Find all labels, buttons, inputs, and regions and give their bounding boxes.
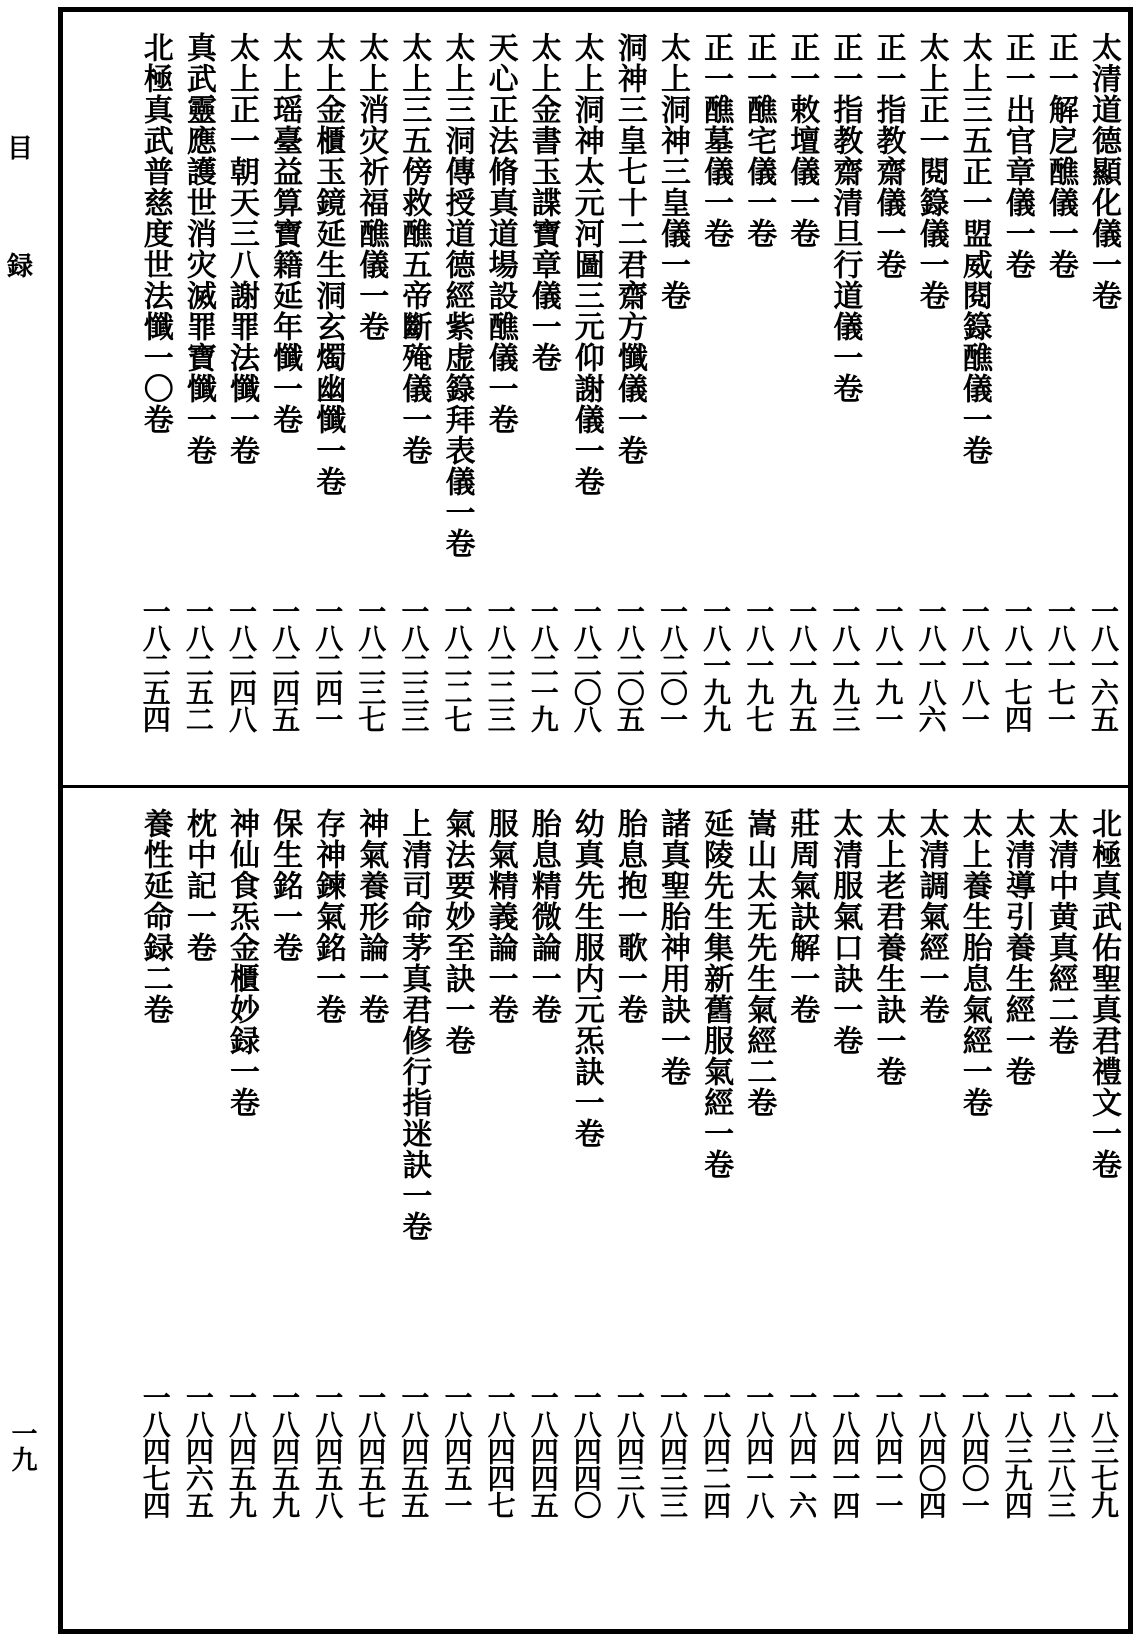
- catalog-entry: [350, 788, 390, 1629]
- entry-page-number: 一八二〇一: [656, 597, 689, 732]
- entry-page-number: 一八一九五: [785, 597, 819, 732]
- entry-page-number: 一八二四五: [268, 597, 302, 732]
- entry-page-number: 一八四三三: [656, 1383, 689, 1518]
- entry-title: 太上正一閱籙儀一卷: [913, 32, 949, 311]
- entry-title: 太清導引養生經一卷: [999, 808, 1035, 1087]
- entry-page-number: 一八二四八: [225, 597, 258, 732]
- entry-title: 正一醮宅儀一卷: [741, 32, 777, 249]
- entry-page-number: 一八四五七: [354, 1383, 388, 1518]
- catalog-entry: [1040, 12, 1080, 785]
- entry-title: 上清司命茅真君修行指迷訣一卷: [396, 808, 432, 1242]
- entry-page-number: 一八三八三: [1043, 1383, 1077, 1518]
- catalog-entry: [911, 788, 951, 1629]
- entry-page-number: 一八四一四: [828, 1383, 862, 1518]
- margin-page-number: 一九: [7, 1420, 37, 1472]
- entry-title: 太上金書玉諜寶章儀一卷: [525, 32, 561, 373]
- entry-page-number: 一八四四五: [526, 1383, 560, 1518]
- entry-page-number: 一八二〇五: [612, 597, 646, 732]
- entry-title: 天心正法脩真道場設醮儀一卷: [482, 32, 518, 435]
- entry-page-number: 一八二〇八: [569, 597, 603, 732]
- entry-title: 正一醮墓儀一卷: [698, 32, 734, 249]
- entry-page-number: 一八四七四: [138, 1383, 172, 1518]
- entry-title: 存神鍊氣銘一卷: [310, 808, 346, 1025]
- entry-page-number: 一八四五一: [440, 1383, 474, 1518]
- entry-page-number: 一八一九七: [742, 597, 776, 732]
- entry-title: 正一指教齋清旦行道儀一卷: [827, 32, 863, 404]
- entry-page-number: 一八一六五: [1087, 597, 1120, 732]
- entry-title: 太清道德顯化儀一卷: [1086, 32, 1121, 311]
- entry-title: 正一出官章儀一卷: [999, 32, 1035, 280]
- entry-title: 莊周氣訣解一卷: [784, 808, 820, 1025]
- entry-title: 神仙食炁金櫃妙録一卷: [224, 808, 259, 1118]
- entry-title: 太上老君養生訣一卷: [870, 808, 906, 1087]
- catalog-entry: [135, 788, 175, 1629]
- entry-title: 北極真武佑聖真君禮文一卷: [1086, 808, 1121, 1180]
- entry-page-number: 一八一九三: [828, 597, 862, 732]
- entry-title: 太清中黄真經二卷: [1042, 808, 1078, 1056]
- entry-page-number: 一八四六五: [181, 1383, 215, 1518]
- catalog-entry: [781, 12, 821, 785]
- catalog-entry: [480, 788, 520, 1629]
- entry-page-number: 一八四一六: [785, 1383, 819, 1518]
- catalog-entry: [437, 12, 477, 785]
- catalog-entry: [221, 12, 261, 785]
- entry-page-number: 一八二五二: [181, 597, 215, 732]
- entry-page-number: 一八四〇四: [914, 1383, 948, 1518]
- entry-title: 太上瑶臺益算寶籍延年懺一卷: [267, 32, 303, 435]
- catalog-entry: [652, 788, 692, 1629]
- entry-title: 養性延命録二卷: [137, 808, 173, 1025]
- entry-title: 正一指教齋儀一卷: [870, 32, 906, 280]
- catalog-entry: [1083, 12, 1123, 785]
- catalog-entry: [307, 788, 347, 1629]
- entry-page-number: 一八一八一: [957, 597, 991, 732]
- catalog-entry: [695, 788, 735, 1629]
- entry-page-number: 一八二四一: [311, 597, 345, 732]
- entry-page-number: 一八一九一: [871, 597, 905, 732]
- entry-page-number: 一八四五九: [225, 1383, 258, 1518]
- entry-page-number: 一八四一一: [871, 1383, 905, 1518]
- entry-page-number: 一八二三七: [354, 597, 388, 732]
- entry-title: 太上三五正一盟威閱籙醮儀一卷: [956, 32, 992, 466]
- bottom-panel: [63, 788, 1128, 1629]
- catalog-entry: [824, 788, 864, 1629]
- catalog-entry: [221, 788, 261, 1629]
- entry-title: 太上消灾祈福醮儀一卷: [353, 32, 389, 342]
- entry-page-number: 一八一七四: [1000, 597, 1034, 732]
- catalog-entry: [997, 12, 1037, 785]
- entry-title: 太上正一朝天三八謝罪法懺一卷: [224, 32, 259, 466]
- entry-title: 正一敕壇儀一卷: [784, 32, 820, 249]
- catalog-entry: [868, 788, 908, 1629]
- catalog-entry: [738, 12, 778, 785]
- entry-page-number: 一八一九九: [699, 597, 733, 732]
- catalog-entry: [135, 12, 175, 785]
- entry-page-number: 一八四三八: [612, 1383, 646, 1518]
- entry-title: 諸真聖胎神用訣一卷: [655, 808, 690, 1087]
- entry-page-number: 一八四四〇: [569, 1383, 603, 1518]
- entry-title: 枕中記一卷: [180, 808, 216, 963]
- entry-page-number: 一八四四七: [483, 1383, 517, 1518]
- catalog-entry: [264, 788, 304, 1629]
- catalog-entry: [393, 12, 433, 785]
- entry-title: 胎息抱一歌一卷: [611, 808, 647, 1025]
- entry-page-number: 一八四五五: [397, 1383, 431, 1518]
- catalog-entry: [1083, 788, 1123, 1629]
- entry-title: 太上金櫃玉鏡延生洞玄燭幽懺一卷: [310, 32, 346, 497]
- entry-title: 太清服氣口訣一卷: [827, 808, 863, 1056]
- catalog-entry: [264, 12, 304, 785]
- entry-title: 太上洞神太元河圖三元仰謝儀一卷: [568, 32, 604, 497]
- catalog-entry: [178, 12, 218, 785]
- entry-title: 幼真先生服内元炁訣一卷: [568, 808, 604, 1149]
- entry-page-number: 一八三九四: [1000, 1383, 1034, 1518]
- entry-title: 嵩山太无先生氣經二卷: [741, 808, 777, 1118]
- entry-title: 正一解戹醮儀一卷: [1042, 32, 1078, 280]
- margin-section-label-2: 録: [6, 252, 33, 282]
- entry-page-number: 一八二二三: [483, 597, 517, 732]
- entry-title: 北極真武普慈度世法懺一〇卷: [137, 32, 173, 435]
- entry-title: 太上養生胎息氣經一卷: [956, 808, 992, 1118]
- entry-page-number: 一八二一九: [526, 597, 560, 732]
- entry-title: 太上洞神三皇儀一卷: [655, 32, 690, 311]
- entry-title: 延陵先生集新舊服氣經一卷: [698, 808, 734, 1180]
- entry-title: 真武靈應護世消灾滅罪寶懺一卷: [180, 32, 216, 466]
- catalog-entry: [911, 12, 951, 785]
- catalog-entry: [566, 788, 606, 1629]
- entry-page-number: 一八一八六: [914, 597, 948, 732]
- entry-page-number: 一八四五八: [311, 1383, 345, 1518]
- catalog-entry: [868, 12, 908, 785]
- entry-title: 氣法要妙至訣一卷: [439, 808, 475, 1056]
- entry-page-number: 一八二三三: [397, 597, 431, 732]
- catalog-entry: [437, 788, 477, 1629]
- catalog-entry: [738, 788, 778, 1629]
- catalog-entry: [523, 12, 563, 785]
- margin-section-label: 目: [6, 134, 33, 164]
- catalog-entry: [178, 788, 218, 1629]
- catalog-entry: [824, 12, 864, 785]
- catalog-frame: [58, 7, 1133, 1634]
- catalog-entry: [523, 788, 563, 1629]
- catalog-entry: [350, 12, 390, 785]
- catalog-entry: [566, 12, 606, 785]
- entry-title: 神氣養形論一卷: [353, 808, 389, 1025]
- catalog-entry: [609, 12, 649, 785]
- entry-page-number: 一八四五九: [268, 1383, 302, 1518]
- catalog-entry: [997, 788, 1037, 1629]
- entry-page-number: 一八三七九: [1087, 1383, 1120, 1518]
- catalog-entry: [954, 12, 994, 785]
- entry-page-number: 一八一七一: [1043, 597, 1077, 732]
- entry-page-number: 一八四一八: [742, 1383, 776, 1518]
- entry-page-number: 一八二二七: [440, 597, 474, 732]
- entry-page-number: 一八二五四: [138, 597, 172, 732]
- entry-title: 洞神三皇七十二君齋方懺儀一卷: [611, 32, 647, 466]
- catalog-entry: [307, 12, 347, 785]
- entry-page-number: 一八四〇一: [957, 1383, 991, 1518]
- catalog-entry: [1040, 788, 1080, 1629]
- catalog-entry: [393, 788, 433, 1629]
- catalog-entry: [480, 12, 520, 785]
- entry-page-number: 一八四二四: [699, 1383, 733, 1518]
- entry-title: 服氣精義論一卷: [482, 808, 518, 1025]
- entry-title: 太清調氣經一卷: [913, 808, 949, 1025]
- catalog-entry: [781, 788, 821, 1629]
- top-panel: [63, 12, 1128, 785]
- catalog-entry: [954, 788, 994, 1629]
- catalog-entry: [652, 12, 692, 785]
- entry-title: 胎息精微論一卷: [525, 808, 561, 1025]
- catalog-entry: [695, 12, 735, 785]
- entry-title: 保生銘一卷: [267, 808, 303, 963]
- entry-title: 太上三五傍救醮五帝斷殗儀一卷: [396, 32, 432, 466]
- entry-title: 太上三洞傳授道德經紫虚籙拜表儀一卷: [439, 32, 475, 559]
- catalog-entry: [609, 788, 649, 1629]
